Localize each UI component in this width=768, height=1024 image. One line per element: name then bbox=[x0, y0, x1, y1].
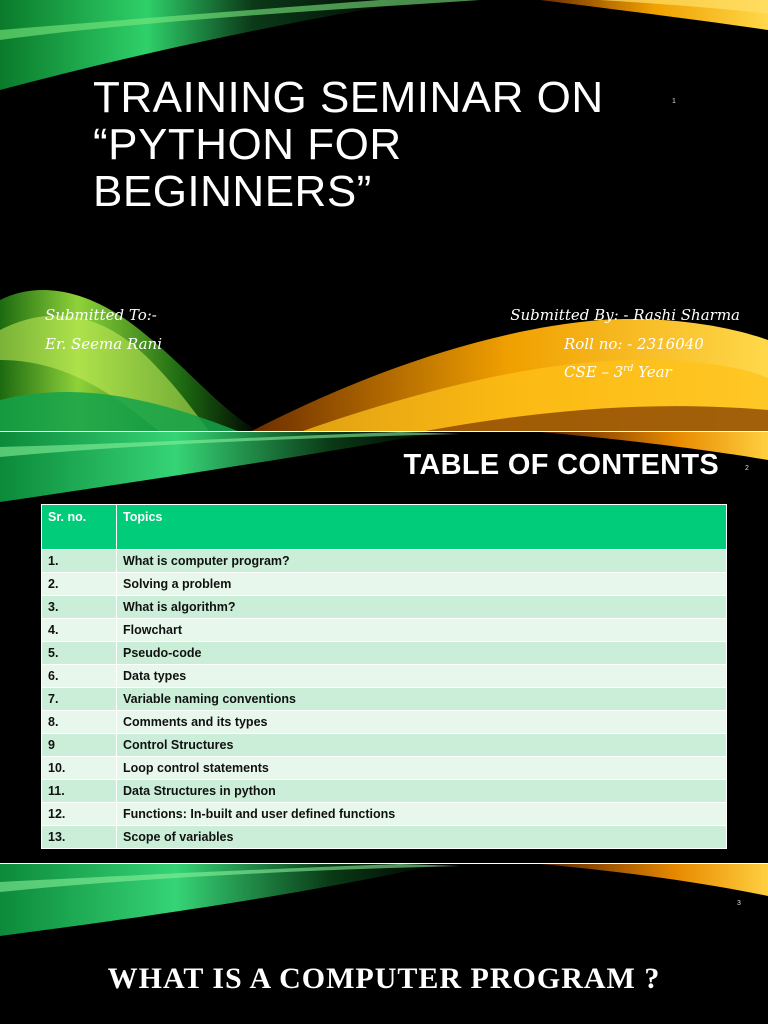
table-row bbox=[42, 619, 727, 642]
topic-cell: What is computer program? bbox=[117, 550, 727, 573]
slide-number: 3 bbox=[737, 900, 741, 907]
table-row bbox=[42, 665, 727, 688]
topic-cell: Loop control statements bbox=[117, 757, 727, 780]
slide-title bbox=[93, 74, 604, 215]
sr-no-cell: 7. bbox=[42, 688, 117, 711]
sr-no-cell: 3. bbox=[42, 596, 117, 619]
sr-no-cell: 4. bbox=[42, 619, 117, 642]
topic-cell: Data Structures in python bbox=[117, 780, 727, 803]
table-row bbox=[42, 688, 727, 711]
slide-3[interactable] bbox=[0, 864, 768, 1024]
table-row bbox=[42, 826, 727, 849]
sr-no-cell: 5. bbox=[42, 642, 117, 665]
submitted-to-label: Submitted To:- bbox=[45, 306, 157, 324]
table-row bbox=[42, 711, 727, 734]
table-row bbox=[42, 596, 727, 619]
table-row bbox=[42, 757, 727, 780]
sr-no-cell: 1. bbox=[42, 550, 117, 573]
slide-1[interactable] bbox=[0, 0, 768, 432]
table-header-row bbox=[42, 505, 727, 550]
table-row bbox=[42, 780, 727, 803]
slide-number: 1 bbox=[672, 98, 676, 105]
course-superscript: rd bbox=[623, 364, 634, 374]
sr-no-cell: 10. bbox=[42, 757, 117, 780]
topic-cell: Comments and its types bbox=[117, 711, 727, 734]
course-year bbox=[564, 363, 672, 381]
table-row bbox=[42, 573, 727, 596]
roll-number: Roll no: - 2316040 bbox=[564, 335, 704, 353]
swoosh-decoration bbox=[0, 864, 768, 1024]
course-suffix: Year bbox=[633, 363, 672, 381]
table-row bbox=[42, 550, 727, 573]
topic-cell: Functions: In-built and user defined functions bbox=[117, 803, 727, 826]
topic-cell: Variable naming conventions bbox=[117, 688, 727, 711]
slide-number: 2 bbox=[745, 465, 749, 472]
slide-title: WHAT IS A COMPUTER PROGRAM ? bbox=[107, 962, 661, 995]
sr-no-cell: 6. bbox=[42, 665, 117, 688]
topic-cell: Flowchart bbox=[117, 619, 727, 642]
sr-no-cell: 11. bbox=[42, 780, 117, 803]
topic-cell: Data types bbox=[117, 665, 727, 688]
title-line: BEGINNERS” bbox=[93, 167, 372, 216]
table-row bbox=[42, 734, 727, 757]
slide-title: TABLE OF CONTENTS bbox=[403, 449, 719, 481]
topic-cell: What is algorithm? bbox=[117, 596, 727, 619]
sr-no-cell: 8. bbox=[42, 711, 117, 734]
sr-no-cell: 2. bbox=[42, 573, 117, 596]
sr-no-cell: 9 bbox=[42, 734, 117, 757]
topic-cell: Control Structures bbox=[117, 734, 727, 757]
title-line: TRAINING SEMINAR ON bbox=[93, 73, 604, 122]
topic-cell: Scope of variables bbox=[117, 826, 727, 849]
column-header: Topics bbox=[117, 505, 727, 550]
table-row bbox=[42, 642, 727, 665]
table-of-contents bbox=[41, 504, 727, 849]
column-header: Sr. no. bbox=[42, 505, 117, 550]
topic-cell: Pseudo-code bbox=[117, 642, 727, 665]
table-row bbox=[42, 803, 727, 826]
topic-cell: Solving a problem bbox=[117, 573, 727, 596]
submitted-by-label: Submitted By: - Rashi Sharma bbox=[510, 306, 740, 324]
course-text: CSE – 3 bbox=[564, 363, 624, 381]
title-line: “PYTHON FOR bbox=[93, 120, 402, 169]
sr-no-cell: 12. bbox=[42, 803, 117, 826]
sr-no-cell: 13. bbox=[42, 826, 117, 849]
submitted-to-name: Er. Seema Rani bbox=[45, 335, 163, 353]
